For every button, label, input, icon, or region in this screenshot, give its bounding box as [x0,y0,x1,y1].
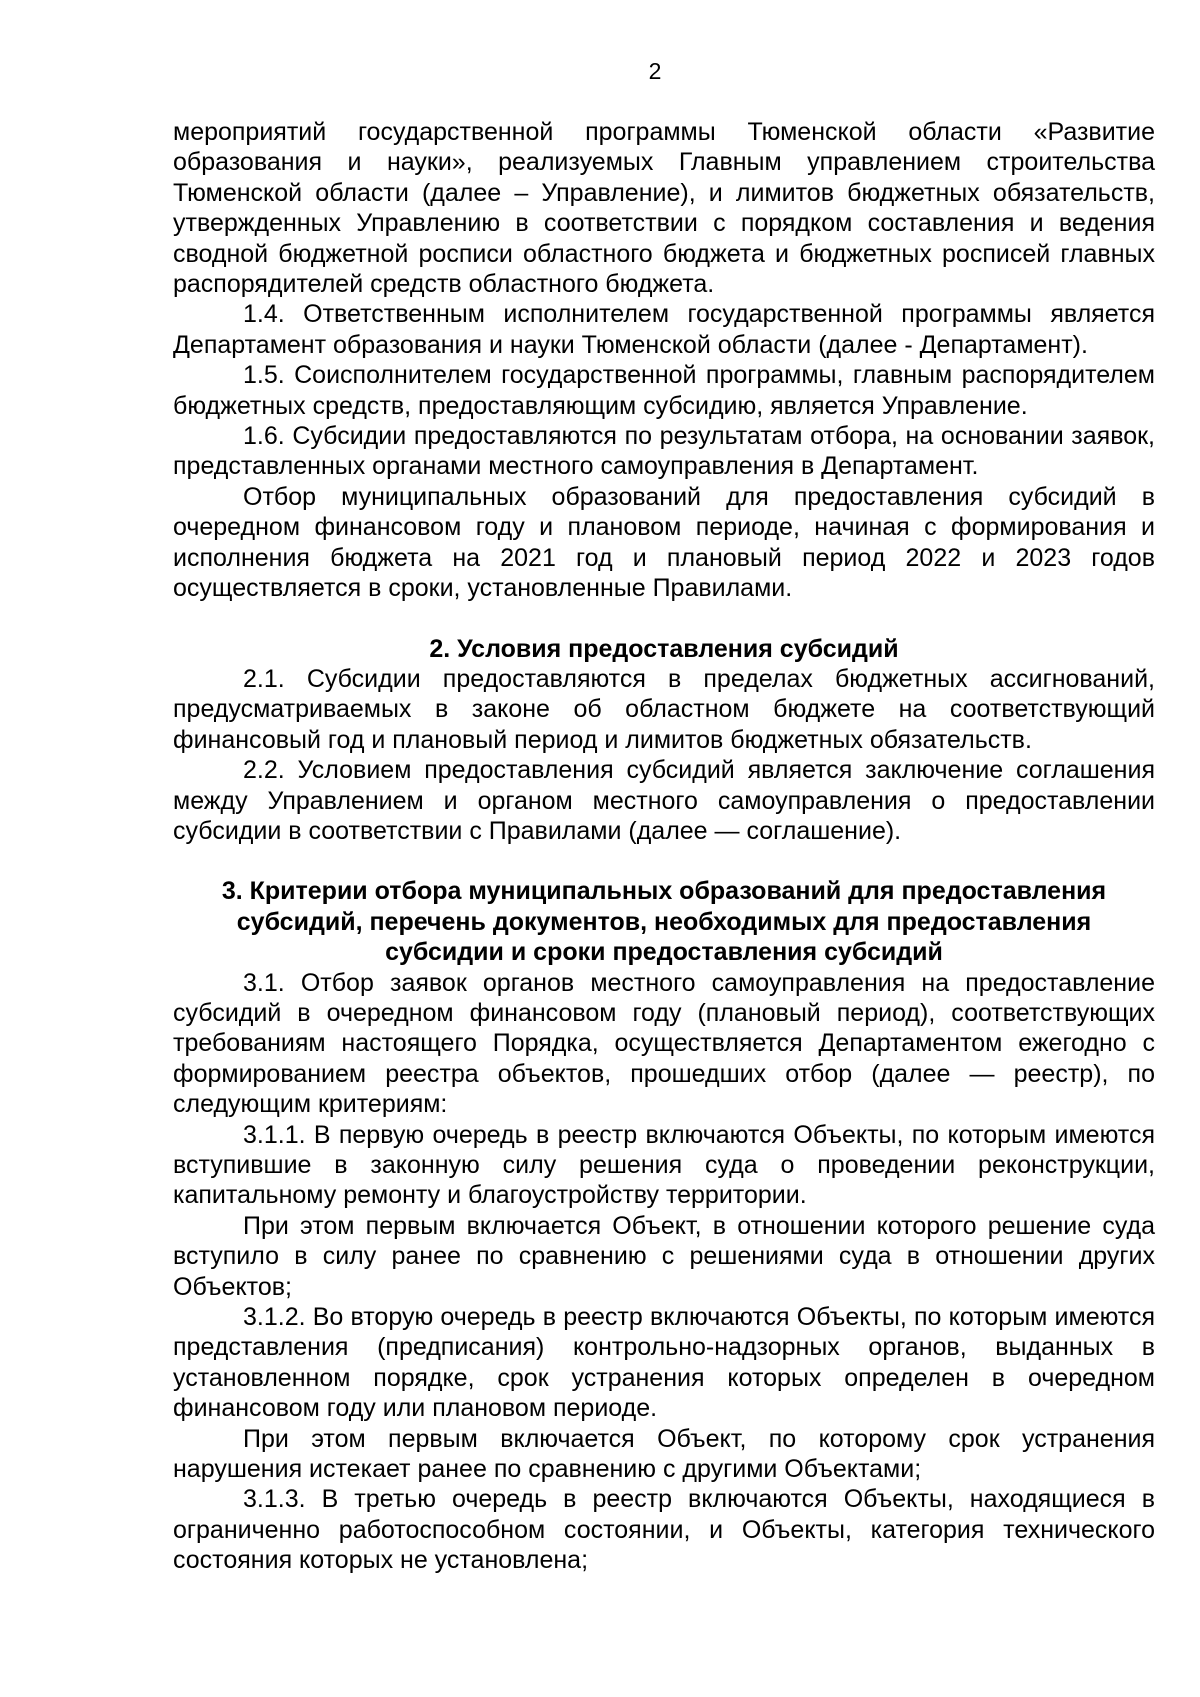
document-body [173,117,1155,1576]
paragraph-continuation: мероприятий государственной программы Тюменской области «Развитие образования и науки», реализуемых Главным управлением строительства Тюменской области (далее – Управление), и лимитов бюджетных обязательств, утвержденных Управлению в соответствии с порядком составления и ведения сводной бюджетной росписи областного бюджета и бюджетных росписей главных распорядителей средств областного бюджета. [173,118,1155,299]
paragraph-3-1-2-note: При этом первым включается Объект, по которому срок устранения нарушения истекает ранее по сравнению с другими Объектами; [173,1424,1155,1484]
section-2-heading: 2. Условия предоставления субсидий [429,634,899,663]
paragraph-3-1-1-note: При этом первым включается Объект, в отношении которого решение суда вступило в силу ранее по сравнению с решениями суда в отношении других Объектов; [173,1211,1155,1301]
paragraph-selection-terms: Отбор муниципальных образований для предоставления субсидий в очередном финансовом году и плановом периоде, начиная с формирования и исполнения бюджета на 2021 год и плановый период 2022 и 2023 годов осуществляется в сроки, установленные Правилами. [173,482,1155,603]
paragraph-3-1: 3.1. Отбор заявок органов местного самоуправления на предоставление субсидий в очередном финансовом году (плановый период), соответствующих требованиям настоящего Порядка, осуществляется Департаментом ежегодно с формированием реестра объектов, прошедших отбор (далее — реестр), по следующим критериям: [173,968,1155,1119]
paragraph-1-4: 1.4. Ответственным исполнителем государственной программы является Департамент образования и науки Тюменской области (далее - Департамент). [173,300,1155,359]
paragraph-3-1-3: 3.1.3. В третью очередь в реестр включаются Объекты, находящиеся в ограниченно работоспособном состоянии, и Объекты, категория технического состояния которых не установлена; [173,1485,1155,1575]
paragraph-1-5: 1.5. Соисполнителем государственной программы, главным распорядителем бюджетных средств, предоставляющим субсидию, является Управление. [173,361,1155,420]
section-3-heading: 3. Критерии отбора муниципальных образований для предоставления субсидий, перечень документов, необходимых для предоставления субсидии и сроки предоставления субсидий [221,877,1107,967]
paragraph-2-1: 2.1. Субсидии предоставляются в пределах бюджетных ассигнований, предусматриваемых в законе об областном бюджете на соответствующий финансовый год и плановый период и лимитов бюджетных обязательств. [173,664,1155,754]
paragraph-2-2: 2.2. Условием предоставления субсидий является заключение соглашения между Управлением и органом местного самоуправления о предоставлении субсидии в соответствии с Правилами (далее — соглашение). [173,756,1155,845]
paragraph-3-1-1: 3.1.1. В первую очередь в реестр включаются Объекты, по которым имеются вступившие в законную силу решения суда о проведении реконструкции, капитальному ремонту и благоустройству территории. [173,1120,1155,1210]
paragraph-1-6: 1.6. Субсидии предоставляются по результатам отбора, на основании заявок, представленных органами местного самоуправления в Департамент. [173,422,1155,481]
paragraph-3-1-2: 3.1.2. Во вторую очередь в реестр включаются Объекты, по которым имеются представления (предписания) контрольно-надзорных органов, выданных в установленном порядке, срок устранения которых определен в очередном финансовом году или плановом периоде. [173,1303,1155,1423]
page-number: 2 [648,58,662,84]
